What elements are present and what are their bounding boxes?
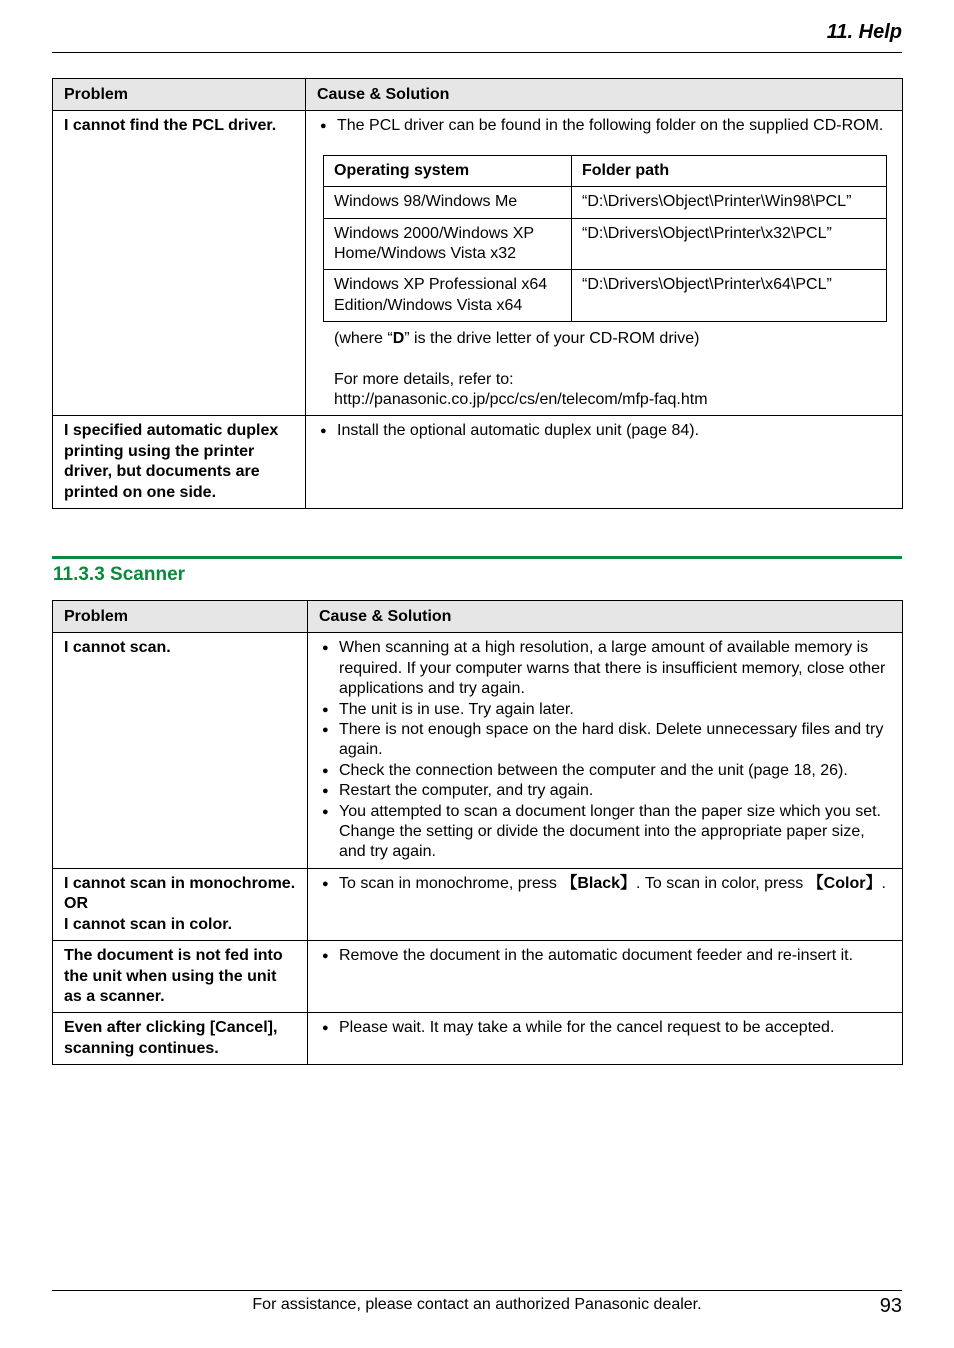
- footer-assistance-text: For assistance, please contact an authorized Panasonic dealer.: [252, 1296, 702, 1313]
- solution-bullet: ● Remove the document in the automatic document feeder and re-insert it.: [319, 946, 891, 966]
- section-title: 11.3.3 Scanner: [53, 564, 186, 585]
- table-row: [324, 187, 887, 218]
- os-cell: Windows 2000/Windows XP Home/Windows Vista x32: [324, 218, 572, 270]
- solution-cell: [306, 416, 903, 509]
- solution-bullet: ● The unit is in use. Try again later.: [319, 700, 891, 720]
- os-cell: Windows XP Professional x64 Edition/Windows Vista x64: [324, 270, 572, 322]
- solution-cell: [308, 941, 903, 1013]
- column-header-cause-solution: Cause & Solution: [306, 79, 903, 111]
- color-key-label: 【Color】: [807, 874, 882, 892]
- printer-troubleshooting-table: [52, 78, 903, 509]
- solution-bullet: ● Please wait. It may take a while for the cancel request to be accepted.: [319, 1018, 891, 1038]
- os-cell: Windows 98/Windows Me: [324, 187, 572, 218]
- column-header-cause-solution: Cause & Solution: [308, 601, 903, 633]
- table-row: [324, 218, 887, 270]
- section-divider: [52, 556, 902, 559]
- column-header-folder-path: Folder path: [572, 155, 887, 186]
- column-header-problem: Problem: [53, 79, 306, 111]
- folder-path-cell: “D:\Drivers\Object\Printer\Win98\PCL”: [572, 187, 887, 218]
- page-number: 93: [879, 1295, 902, 1317]
- chapter-title: 11. Help: [826, 21, 902, 43]
- table-row: [53, 416, 903, 509]
- solution-cell: [308, 868, 903, 940]
- problem-cell: I cannot find the PCL driver.: [53, 111, 306, 416]
- driver-folder-table: [323, 155, 887, 322]
- table-row: [324, 270, 887, 322]
- column-header-problem: Problem: [53, 601, 308, 633]
- header-divider: [52, 52, 902, 53]
- problem-cell: Even after clicking [Cancel], scanning continues.: [53, 1013, 308, 1065]
- scanner-troubleshooting-table: [52, 600, 903, 1065]
- solution-cell: [306, 111, 903, 416]
- solution-cell: [308, 633, 903, 868]
- solution-bullet: ● When scanning at a high resolution, a large amount of available memory is required. If your computer warns that there is insufficient memory, close other applications and try again.: [319, 638, 891, 699]
- problem-cell: I specified automatic duplex printing using the printer driver, but documents are printed on one side.: [53, 416, 306, 509]
- solution-bullet: ● The PCL driver can be found in the following folder on the supplied CD-ROM.: [317, 116, 891, 136]
- folder-path-cell: “D:\Drivers\Object\Printer\x32\PCL”: [572, 218, 887, 270]
- footer-divider: [52, 1290, 902, 1291]
- table-row: [53, 941, 903, 1013]
- solution-cell: [308, 1013, 903, 1065]
- table-row: [53, 633, 903, 868]
- solution-bullet: ● You attempted to scan a document longer than the paper size which you set. Change the setting or divide the document into the appropriate paper size, and try again.: [319, 802, 891, 863]
- solution-bullet: ● To scan in monochrome, press 【Black】. To scan in color, press 【Color】.: [319, 874, 891, 894]
- table-row: [53, 868, 903, 940]
- faq-url: http://panasonic.co.jp/pcc/cs/en/telecom/mfp-faq.htm: [334, 391, 708, 409]
- table-row: [53, 1013, 903, 1065]
- solution-bullet: ● Check the connection between the computer and the unit (page 18, 26).: [319, 761, 891, 781]
- problem-cell: The document is not fed into the unit when using the unit as a scanner.: [53, 941, 308, 1013]
- column-header-os: Operating system: [324, 155, 572, 186]
- details-text: For more details, refer to:: [334, 370, 514, 388]
- folder-path-cell: “D:\Drivers\Object\Printer\x64\PCL”: [572, 270, 887, 322]
- drive-letter-note: (where “D” is the drive letter of your CD-ROM drive): [334, 330, 700, 348]
- black-key-label: 【Black】: [561, 874, 637, 892]
- solution-bullet: ● There is not enough space on the hard disk. Delete unnecessary files and try again.: [319, 720, 891, 761]
- problem-cell: I cannot scan.: [53, 633, 308, 868]
- problem-cell: I cannot scan in monochrome. OR I cannot scan in color.: [53, 868, 308, 940]
- table-row: [53, 111, 903, 416]
- solution-bullet: ● Install the optional automatic duplex unit (page 84).: [317, 421, 891, 441]
- solution-bullet: ● Restart the computer, and try again.: [319, 781, 891, 801]
